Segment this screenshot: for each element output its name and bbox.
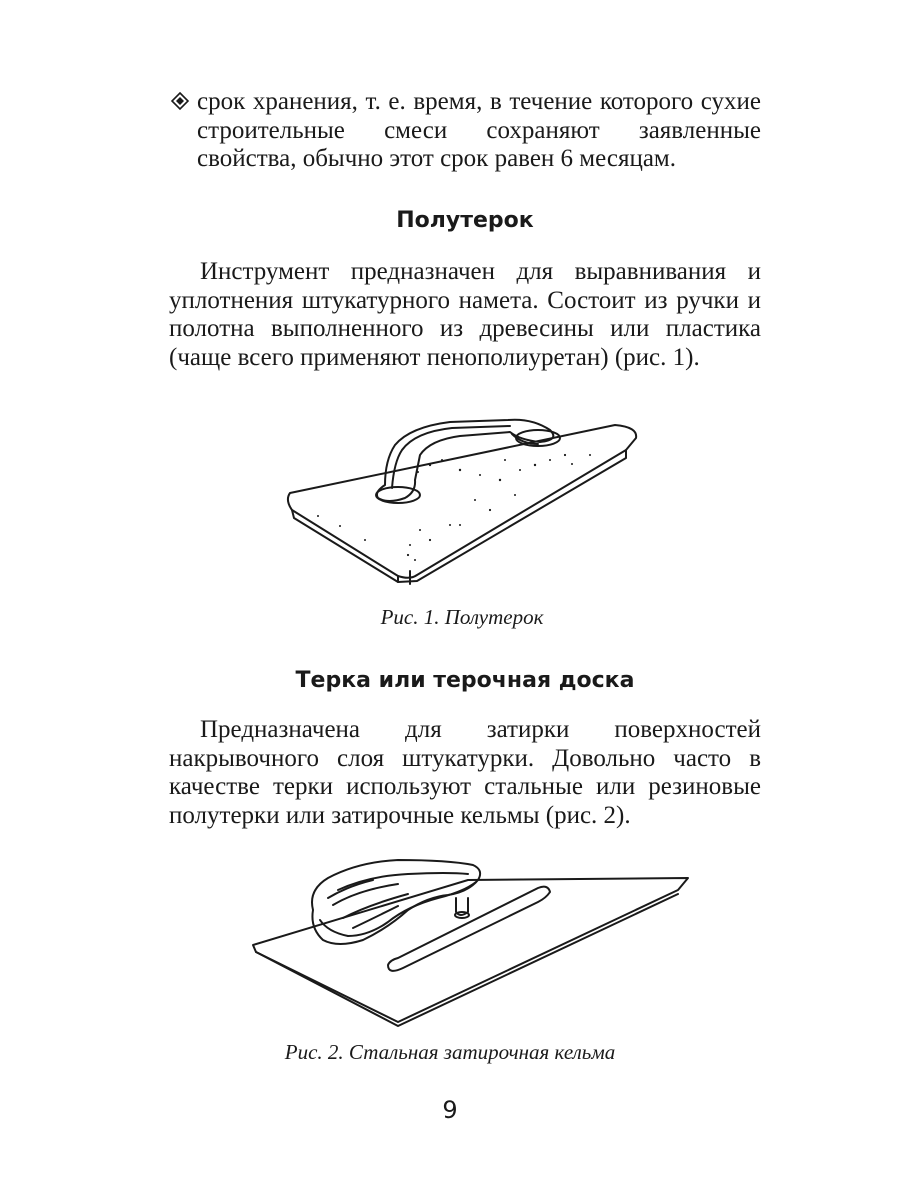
figure-trowel-illustration [248, 850, 708, 1030]
section-heading-polyterok: Полутерок [396, 208, 534, 233]
figure-polyterok-illustration [270, 400, 650, 600]
bullet-item [169, 88, 761, 174]
bullet-text: срок хранения, т. е. время, в течение которого сухие строительные смеси сохраняют заявленные свойства, обычно этот срок равен 6 месяцам. [197, 88, 761, 172]
paragraph-text: Предназначена для затирки поверхностей накрывочного слоя штукатурки. Довольно часто в качестве терки используют стальные или резиновые полутерки или затирочные кельмы (рис. 2). [169, 716, 761, 829]
page-number: 9 [442, 1096, 458, 1124]
paragraph-text: Инструмент предназначен для выравнивания и уплотнения штукатурного намета. Состоит из ручки и полотна выполненного из древесины или пластика (чаще всего применяют пенополиуретан) (рис. 1). [169, 258, 761, 371]
figure-caption-1: Рис. 1. Полутерок [380, 605, 544, 629]
section-heading-terka: Терка или терочная доска [295, 668, 635, 693]
figure-caption-2: Рис. 2. Стальная затирочная кельма [284, 1040, 616, 1064]
paragraph-polyterok [169, 258, 761, 372]
paragraph-terka [169, 716, 761, 830]
